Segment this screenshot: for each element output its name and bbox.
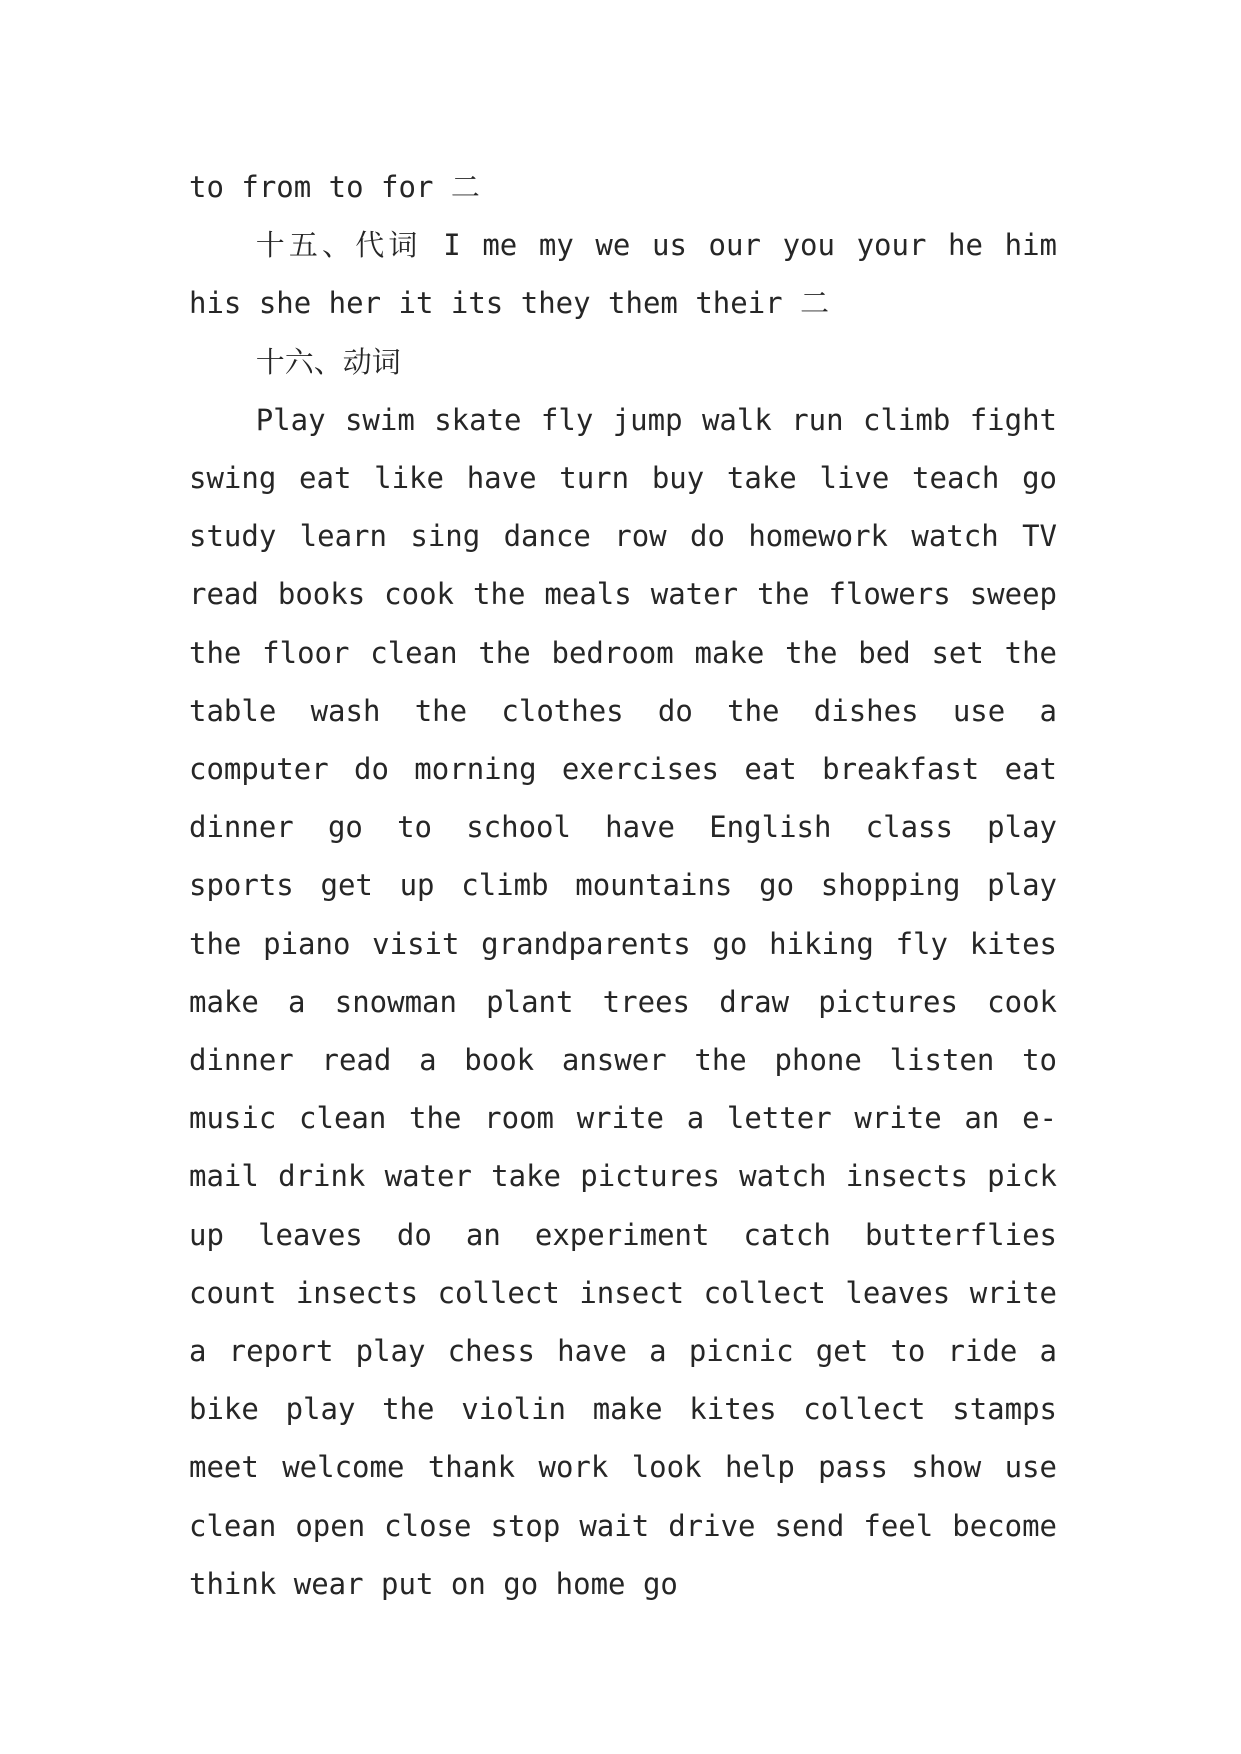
verbs-paragraph: Play swim skate fly jump walk run climb fight swing eat like have turn buy take live teach go study learn sing dance row do homework watch TV read books cook the meals water the flowers sweep the floor clean the bedroom make the bed set the table wash the clothes do the dishes use a computer do morning exercises eat breakfast eat dinner go to school have English class play sports get up climb mountains go shopping play the piano visit grandparents go hiking fly kites make a snowman plant trees draw pictures cook dinner read a book answer the phone listen to music clean the room write a letter write an e-mail drink water take pictures watch insects pick up leaves do an experiment catch butterflies count insects collect insect collect leaves write a report play chess have a picnic get to ride a bike play the violin make kites collect stamps meet welcome thank work look help pass show use clean open close stop wait drive send feel become think wear put on go home go — [189, 402, 1057, 1601]
document-body — [189, 158, 1057, 1613]
prepositions-line: to from to for 二 — [189, 170, 480, 204]
verbs-heading: 十六、动词 — [255, 344, 401, 379]
pronouns-section: 十五、代词 I me my we us our you your he him his she her it its they them their 二 — [189, 228, 1057, 321]
